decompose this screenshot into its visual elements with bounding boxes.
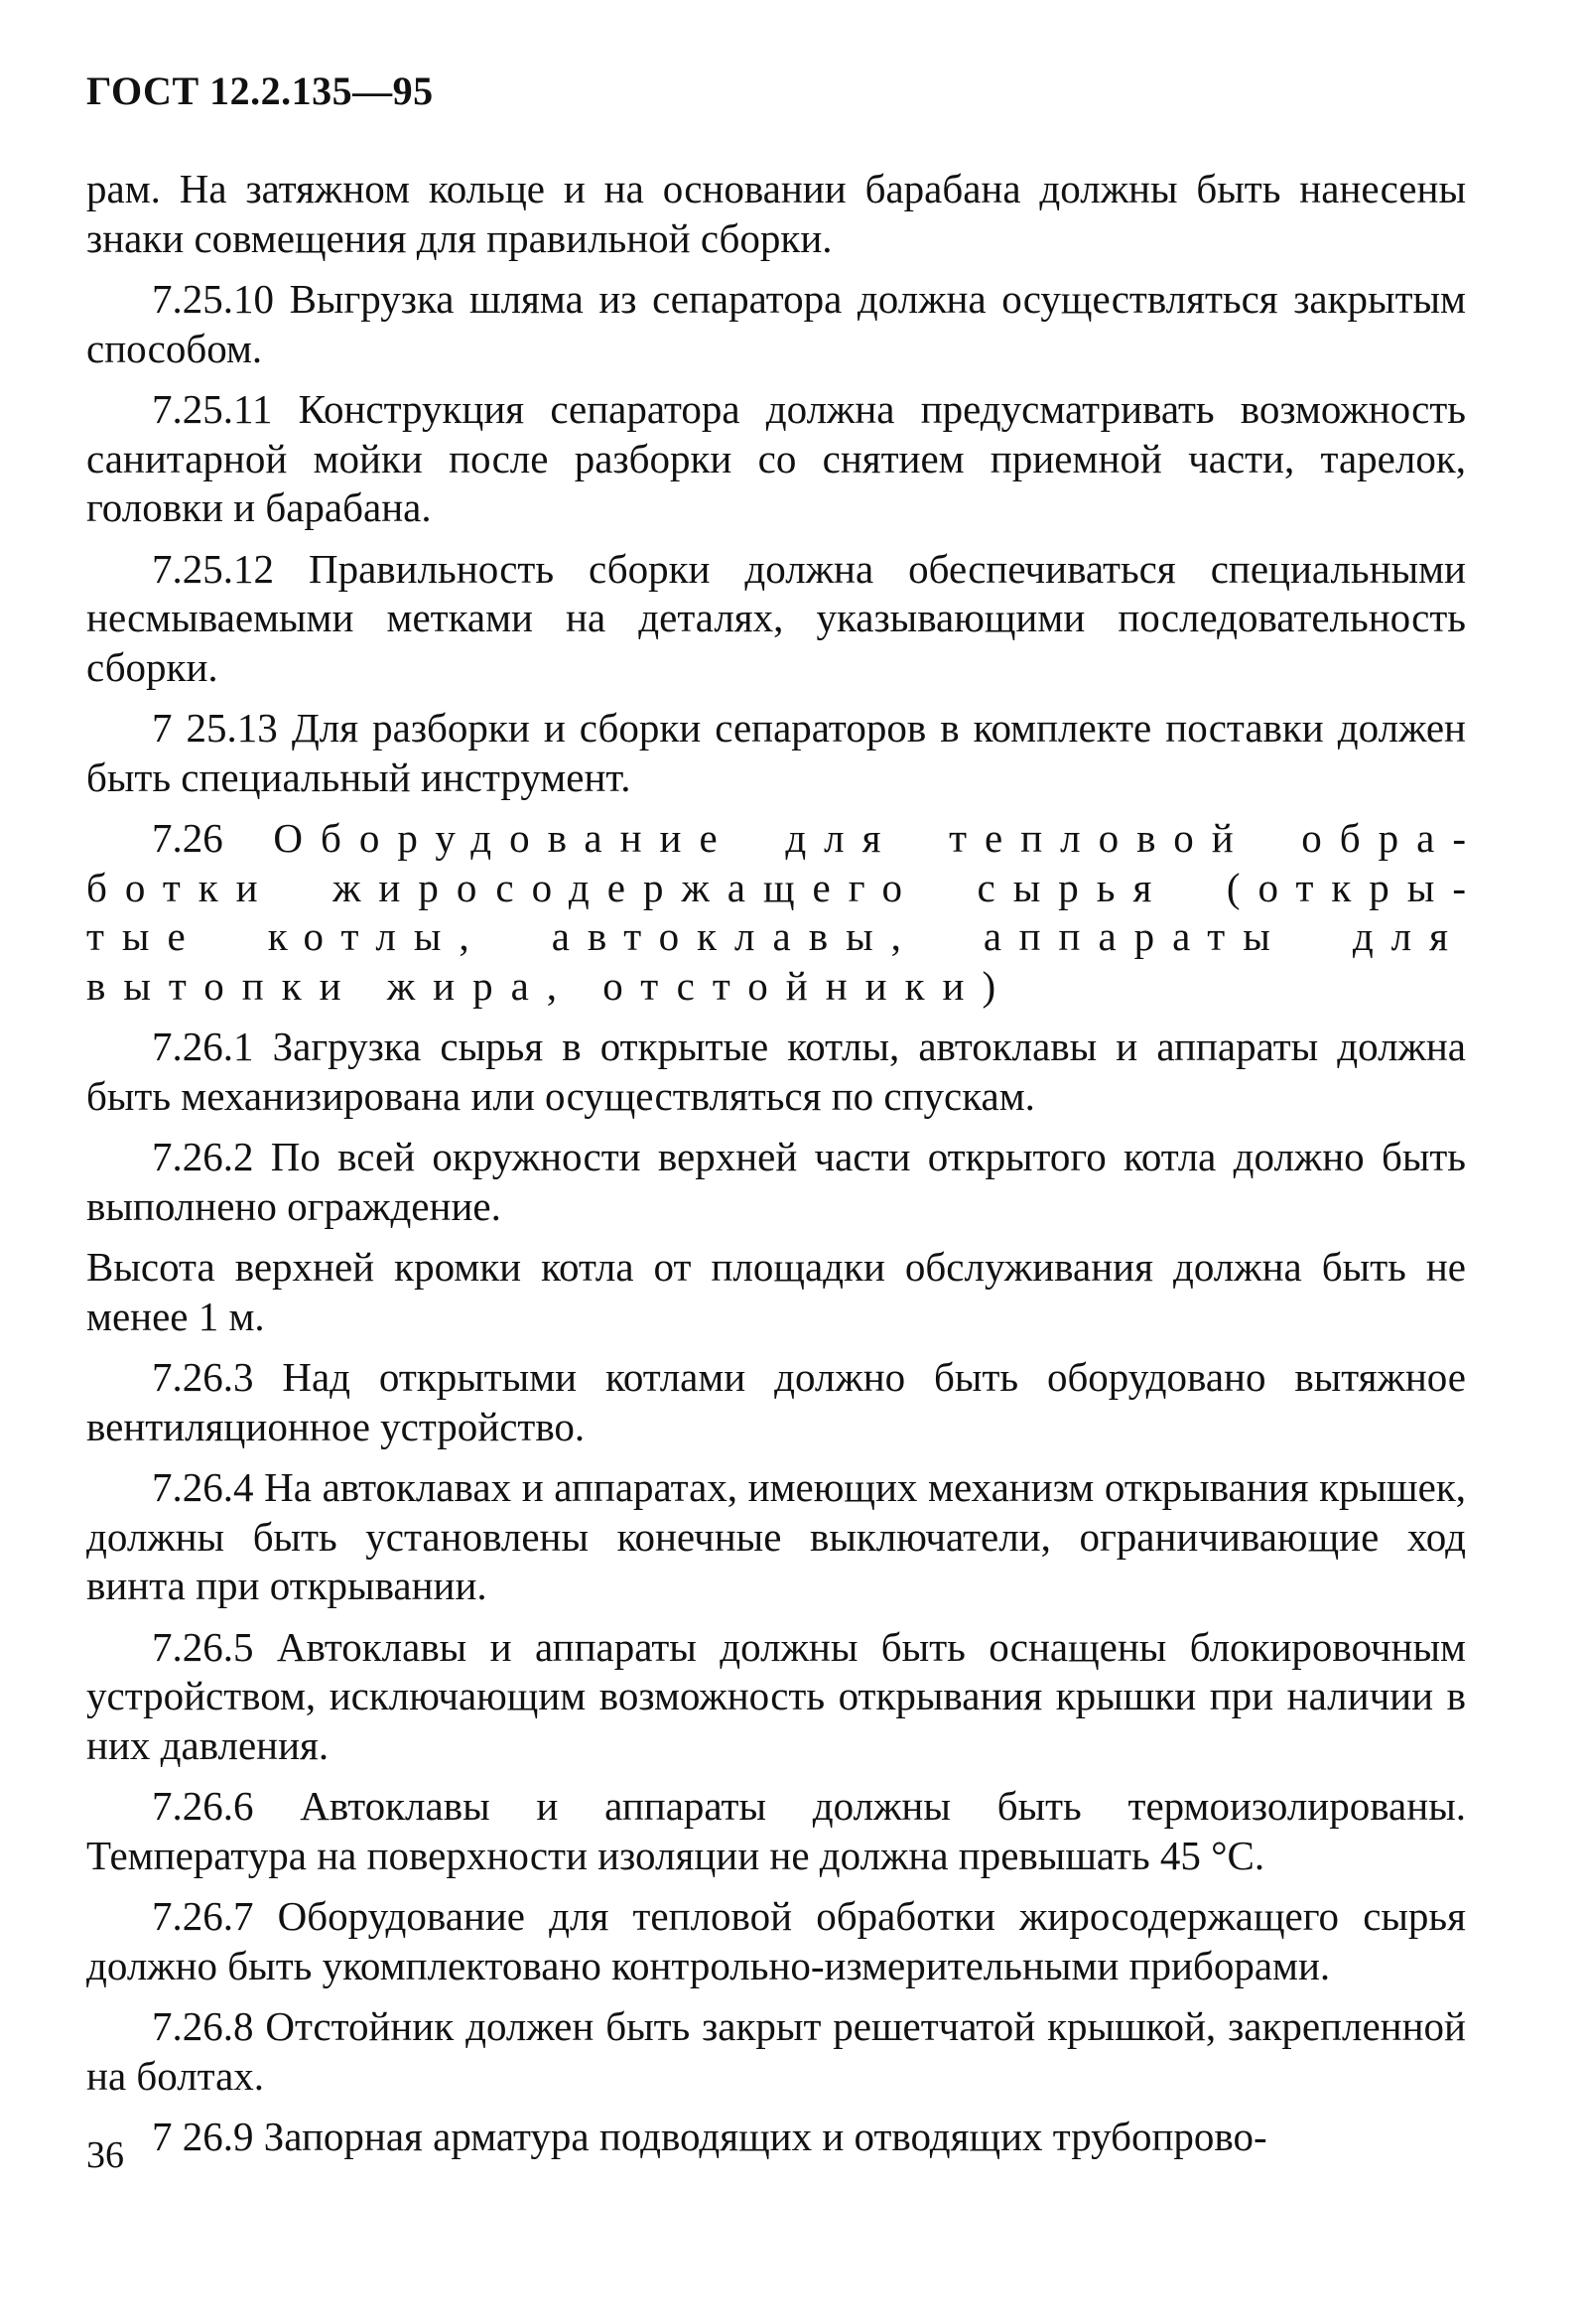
paragraph-7-25-11: 7.25.11 Конструкция сепаратора должна предусматривать возможность санитарной мойки после разборки со снятием приемной части, тарелок, головки и барабана. xyxy=(86,386,1466,530)
section-heading-number: 7.26 xyxy=(152,815,223,861)
paragraph-height-requirement: Высота верхней кромки котла от площадки обслуживания должна быть не менее 1 м. xyxy=(86,1244,1466,1339)
paragraph-7-26-5: 7.26.5 Автоклавы и аппараты должны быть оснащены блокировочным устройством, исключающим возможность открывания крышки при наличии в них давления. xyxy=(86,1623,1466,1768)
paragraph-7-25-13: 7 25.13 Для разборки и сборки сепараторов в комплекте поставки должен быть специальный инструмент. xyxy=(86,705,1466,800)
paragraph-7-26-6: 7.26.6 Автоклавы и аппараты должны быть термоизолированы. Температура на поверхности изоляции не должна превышать 45 °С. xyxy=(86,1783,1466,1878)
paragraph-7-25-10: 7.25.10 Выгрузка шляма из сепаратора должна осуществляться закрытым способом. xyxy=(86,276,1466,371)
section-heading-text: Оборудование для тепловой обработки жиросодержащего сырья (открытые котлы, автоклавы, аппараты для вытопки жира, отстойники) xyxy=(86,815,1467,1009)
paragraph-7-26-3: 7.26.3 Над открытыми котлами должно быть оборудовано вытяжное вентиляционное устройство. xyxy=(86,1354,1466,1449)
paragraph-7-26-7: 7.26.7 Оборудование для тепловой обработки жиросодержащего сырья должно быть укомплектовано контрольно-измерительными приборами. xyxy=(86,1893,1466,1988)
document-header: ГОСТ 12.2.135—95 xyxy=(86,68,434,113)
document-page xyxy=(86,69,1466,2174)
document-body xyxy=(86,165,1466,2162)
paragraph-7-26-1: 7.26.1 Загрузка сырья в открытые котлы, автоклавы и аппараты должна быть механизирована или осуществляться по спускам. xyxy=(86,1024,1466,1119)
paragraph-7-26-2: 7.26.2 По всей окружности верхней части открытого котла должно быть выполнено ограждение. xyxy=(86,1134,1466,1229)
paragraph-continuation: рам. На затяжном кольце и на основании барабана должны быть нанесены знаки совмещения для правильной сборки. xyxy=(86,166,1466,261)
paragraph-7-26-4: 7.26.4 На автоклавах и аппаратах, имеющих механизм открывания крышек, должны быть установлены конечные выключатели, ограничивающие ход винта при открывании. xyxy=(86,1464,1466,1608)
page-number: 36 xyxy=(86,2134,124,2176)
paragraph-7-26-8: 7.26.8 Отстойник должен быть закрыт решетчатой крышкой, закрепленной на болтах. xyxy=(86,2003,1466,2099)
paragraph-7-26-9: 7 26.9 Запорная арматура подводящих и отводящих трубопрово- xyxy=(152,2114,1267,2159)
section-heading-7-26 xyxy=(86,814,1466,1011)
paragraph-7-25-12: 7.25.12 Правильность сборки должна обеспечиваться специальными несмываемыми метками на деталях, указывающими последовательность сборки. xyxy=(86,545,1466,690)
